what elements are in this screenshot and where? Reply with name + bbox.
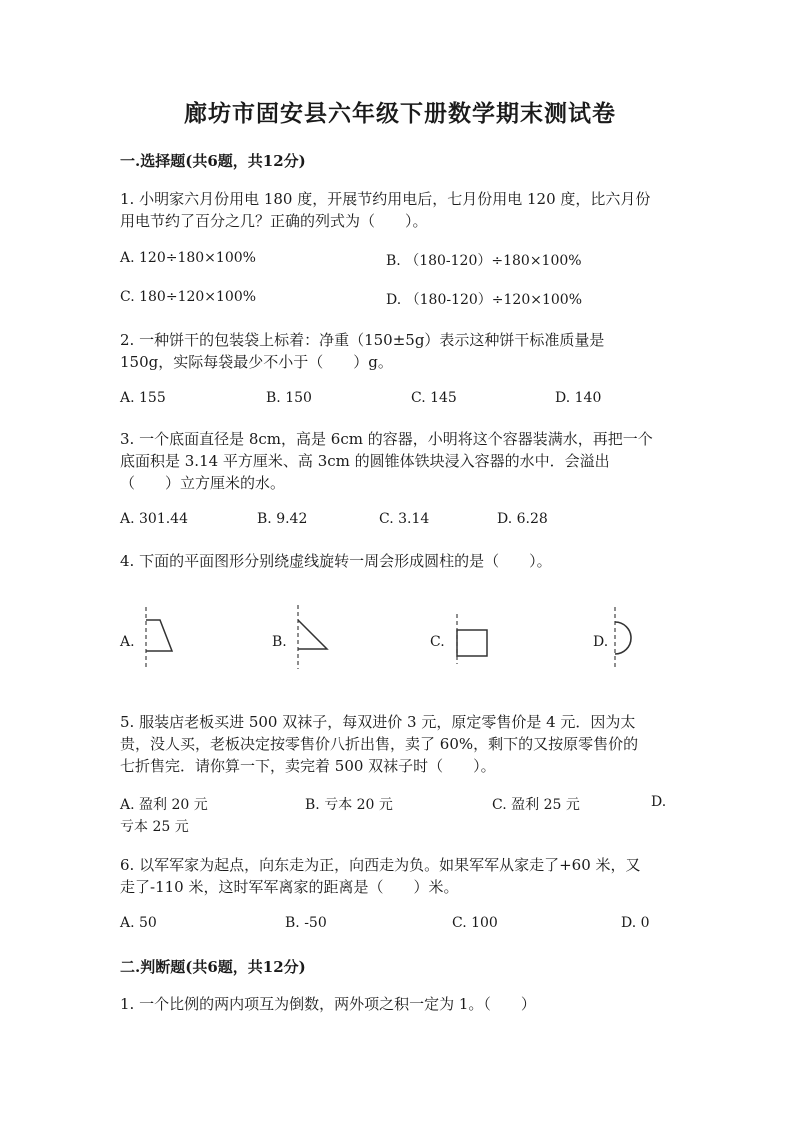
- question-line: 6. 以军军家为起点，向东走为正，向西走为负。如果军军从家走了+60 米，又: [120, 856, 641, 874]
- question-3: [120, 428, 680, 494]
- q1-option-c[interactable]: C. 180÷120×100%: [120, 289, 257, 305]
- q5-option-d[interactable]: D.: [651, 794, 667, 810]
- q1-option-b[interactable]: B. （180-120）÷180×100%: [386, 253, 582, 269]
- q3-option-c[interactable]: C. 3.14: [379, 511, 430, 527]
- semicircle-figure: [603, 605, 643, 670]
- q1-option-d[interactable]: D. （180-120）÷120×100%: [386, 292, 583, 308]
- question-5: [120, 711, 680, 777]
- question-6: [120, 854, 680, 898]
- q6-option-c[interactable]: C. 100: [452, 915, 498, 931]
- q2-option-a[interactable]: A. 155: [120, 390, 166, 406]
- question-line: 4. 下面的平面图形分别绕虚线旋转一周会形成圆柱的是（ ）。: [120, 552, 552, 570]
- section-heading-choice: 一.选择题(共6题，共12分): [120, 152, 306, 170]
- q3-option-a[interactable]: A. 301.44: [120, 511, 188, 527]
- question-line: 走了-110 米，这时军军离家的距离是（ ）米。: [120, 878, 459, 896]
- q1-option-a[interactable]: A. 120÷180×100%: [120, 250, 256, 266]
- triangle-figure: [285, 603, 335, 671]
- judge-question-1: [120, 993, 680, 1015]
- q3-option-b[interactable]: B. 9.42: [257, 511, 308, 527]
- question-line: 5. 服装店老板买进 500 双袜子，每双进价 3 元，原定零售价是 4 元．因为太: [120, 713, 636, 731]
- question-line: （ ）立方厘米的水。: [120, 474, 286, 492]
- section-heading-judge: 二.判断题(共6题，共12分): [120, 958, 306, 976]
- question-line: 150g，实际每袋最少不小于（ ）g。: [120, 353, 393, 371]
- question-line: 3. 一个底面直径是 8cm，高是 6cm 的容器，小明将这个容器装满水，再把一个: [120, 430, 653, 448]
- question-4: [120, 550, 680, 572]
- q5-option-b[interactable]: B. 亏本 20 元: [305, 797, 393, 813]
- question-2: [120, 329, 680, 373]
- q2-option-d[interactable]: D. 140: [555, 390, 602, 406]
- question-line: 1. 一个比例的两内项互为倒数，两外项之积一定为 1。（ ）: [120, 995, 536, 1013]
- q6-option-d[interactable]: D. 0: [621, 915, 650, 931]
- q2-option-b[interactable]: B. 150: [266, 390, 312, 406]
- q4-option-b[interactable]: B.: [272, 634, 287, 650]
- question-line: 七折售完．请你算一下，卖完着 500 双袜子时（ ）。: [120, 757, 496, 775]
- q5-option-d-text[interactable]: 亏本 25 元: [120, 819, 189, 835]
- q5-option-a[interactable]: A. 盈利 20 元: [120, 797, 208, 813]
- q5-option-c[interactable]: C. 盈利 25 元: [492, 797, 580, 813]
- question-line: 贵，没人买，老板决定按零售价八折出售，卖了 60%，剩下的又按原零售价的: [120, 735, 639, 753]
- question-line: 1. 小明家六月份用电 180 度，开展节约用电后，七月份用电 120 度，比六月份: [120, 190, 651, 208]
- q4-option-a[interactable]: A.: [120, 634, 135, 650]
- rectangle-figure: [448, 612, 493, 667]
- trapezoid-figure: [130, 605, 180, 670]
- q4-option-d[interactable]: D.: [593, 634, 609, 650]
- q6-option-b[interactable]: B. -50: [285, 915, 327, 931]
- q2-option-c[interactable]: C. 145: [411, 390, 457, 406]
- question-line: 2. 一种饼干的包装袋上标着：净重（150±5g）表示这种饼干标准质量是: [120, 331, 605, 349]
- q6-option-a[interactable]: A. 50: [120, 915, 157, 931]
- q4-option-c[interactable]: C.: [430, 634, 445, 650]
- question-line: 用电节约了百分之几？正确的列式为（ ）。: [120, 212, 428, 230]
- question-1: [120, 188, 680, 232]
- page-title: 廊坊市固安县六年级下册数学期末测试卷: [184, 100, 616, 127]
- q3-option-d[interactable]: D. 6.28: [497, 511, 548, 527]
- question-line: 底面积是 3.14 平方厘米、高 3cm 的圆锥体铁块浸入容器的水中．会溢出: [120, 452, 610, 470]
